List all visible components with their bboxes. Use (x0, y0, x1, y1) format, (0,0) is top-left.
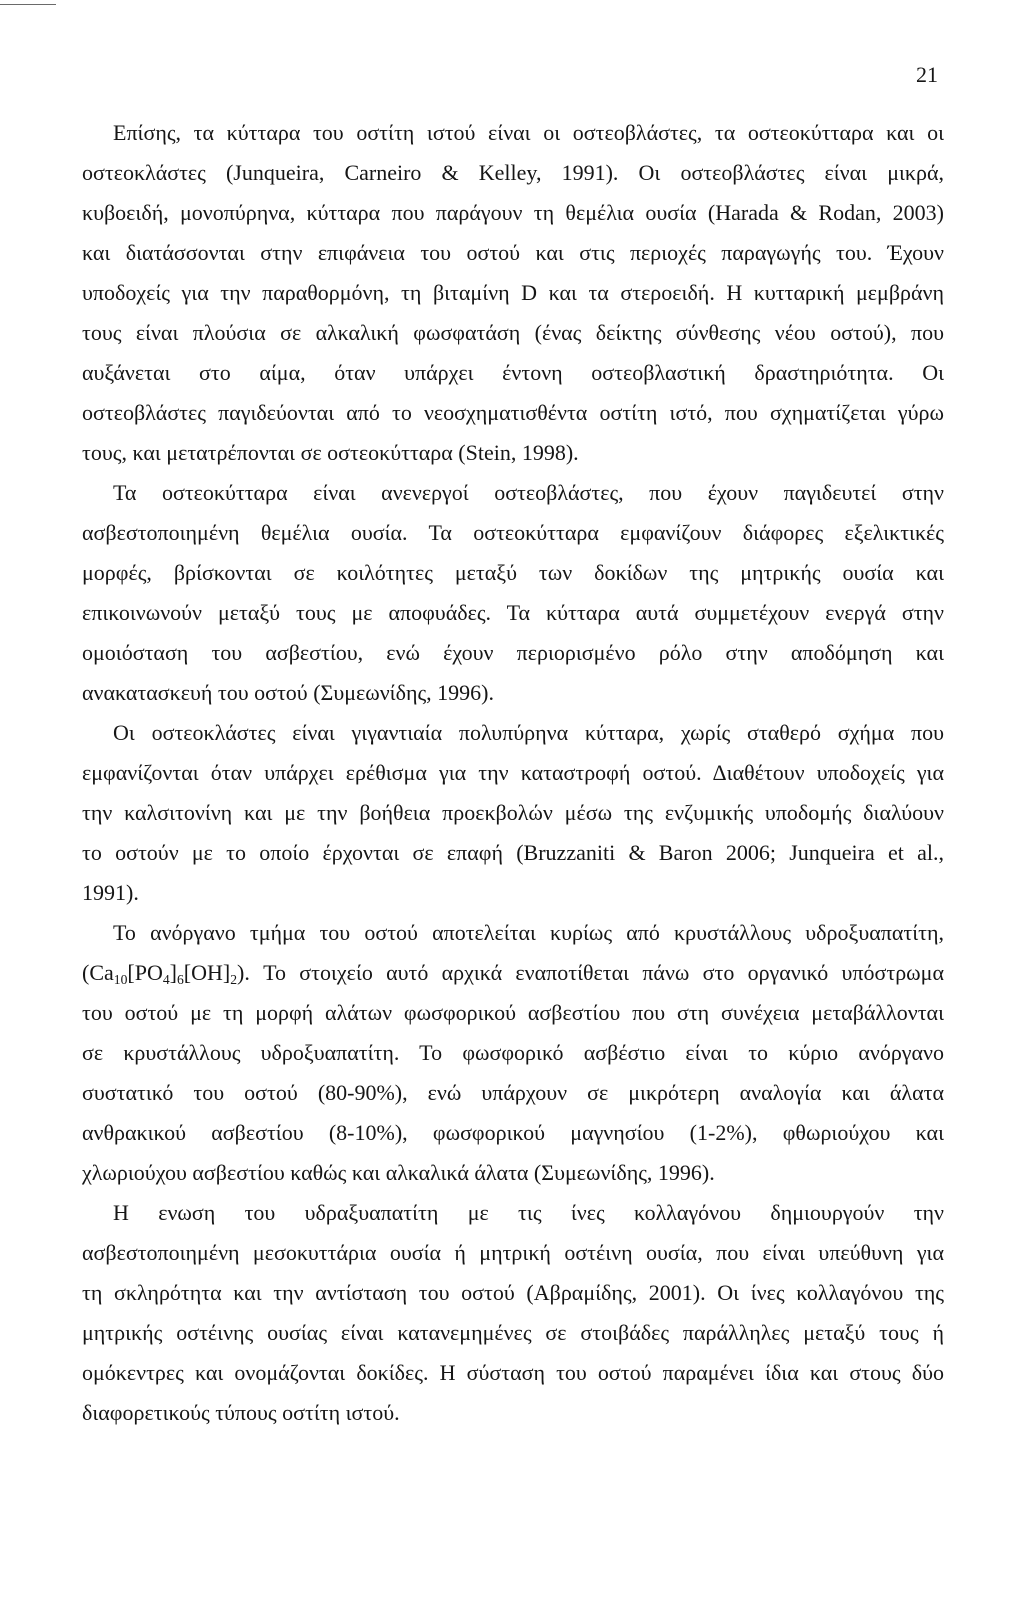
scan-edge-mark (0, 4, 56, 5)
text-line: τους είναι πλούσια σε αλκαλική φωσφατάση (ένας δείκτης σύνθεσης νέου οστού), που (82, 320, 944, 345)
text-line: ασβεστοποιημένη μεσοκυττάρια ουσία ή μητρική οστέινη ουσία, που είναι υπεύθυνη για (82, 1240, 944, 1265)
text-line: διαφορετικούς τύπους οστίτη ιστού. (82, 1400, 400, 1425)
paragraph-4 (82, 913, 944, 1193)
text-line: οστεοβλάστες παγιδεύονται από το νεοσχηματισθέντα οστίτη ιστό, που σχηματίζεται γύρω (82, 400, 944, 425)
formula-subscript: 6 (176, 971, 184, 987)
paragraph-1 (82, 113, 944, 473)
text-line: Τα οστεοκύτταρα είναι ανενεργοί οστεοβλάστες, που έχουν παγιδευτεί στην (113, 480, 944, 505)
text-line: Η ενωση του υδραξυαπατίτη με τις ίνες κολλαγόνου δημιουργούν την (113, 1200, 944, 1225)
text-line: ομόκεντρες και ονομάζονται δοκίδες. Η σύσταση του οστού παραμένει ίδια και στους δύο (82, 1360, 944, 1385)
text-line: χλωριούχου ασβεστίου καθώς και αλκαλικά άλατα (Συμεωνίδης, 1996). (82, 1160, 715, 1185)
text-line: 1991). (82, 880, 139, 905)
formula-subscript: 4 (162, 971, 170, 987)
formula-text: ] (169, 960, 177, 985)
formula-subscript: 2 (230, 971, 238, 987)
text-line: ομοιόσταση του ασβεστίου, ενώ έχουν περιορισμένο ρόλο στην αποδόμηση και (82, 640, 944, 665)
text-line: ασβεστοποιημένη θεμέλια ουσία. Τα οστεοκύτταρα εμφανίζουν διάφορες εξελικτικές (82, 520, 944, 545)
text-line: εμφανίζονται όταν υπάρχει ερέθισμα για την καταστροφή οστού. Διαθέτουν υποδοχείς για (82, 760, 944, 785)
text-line: Το ανόργανο τμήμα του οστού αποτελείται κυρίως από κρυστάλλους υδροξυαπατίτη, (113, 920, 944, 945)
text-line: αυξάνεται στο αίμα, όταν υπάρχει έντονη οστεοβλαστική δραστηριότητα. Οι (82, 360, 944, 385)
formula-text: (Ca (82, 960, 114, 985)
text-line: Οι οστεοκλάστες είναι γιγαντιαία πολυπύρηνα κύτταρα, χωρίς σταθερό σχήμα που (113, 720, 944, 745)
formula-subscript: 10 (113, 971, 128, 987)
text-line: την καλσιτονίνη και με την βοήθεια προεκβολών μέσω της ενζυμικής υποδομής διαλύουν (82, 800, 944, 825)
formula-text: [OH] (183, 960, 231, 985)
text-line: τη σκληρότητα και την αντίσταση του οστού (Αβραμίδης, 2001). Οι ίνες κολλαγόνου της (82, 1280, 944, 1305)
text-line: και διατάσσονται στην επιφάνεια του οστού και στις περιοχές παραγωγής του. Έχουν (82, 240, 944, 265)
page-number: 21 (916, 62, 938, 87)
line-text: ). Το στοιχείο αυτό αρχικά εναποτίθεται πάνω στο οργανικό υπόστρωμα (237, 960, 944, 985)
text-line: επικοινωνούν μεταξύ τους με αποφυάδες. Τα κύτταρα αυτά συμμετέχουν ενεργά στην (82, 600, 944, 625)
text-line: Επίσης, τα κύτταρα του οστίτη ιστού είναι οι οστεοβλάστες, τα οστεοκύτταρα και οι (113, 120, 944, 145)
text-line: ανακατασκευή του οστού (Συμεωνίδης, 1996). (82, 680, 495, 705)
paragraph-5 (82, 1193, 944, 1433)
formula-line (82, 953, 944, 993)
text-line: του οστού με τη μορφή αλάτων φωσφορικού ασβεστίου που στη συνέχεια μεταβάλλονται (82, 1000, 944, 1025)
paragraph-2 (82, 473, 944, 713)
text-line: μητρικής οστέινης ουσίας είναι κατανεμημένες σε στοιβάδες παράλληλες μεταξύ τους ή (82, 1320, 944, 1345)
text-line: τους, και μετατρέπονται σε οστεοκύτταρα (Stein, 1998). (82, 440, 579, 465)
text-line: υποδοχείς για την παραθορμόνη, τη βιταμίνη D και τα στεροειδή. Η κυτταρική μεμβράνη (82, 280, 944, 305)
text-line: το οστούν με το οποίο έρχονται σε επαφή (Bruzzaniti & Baron 2006; Junqueira et al., (82, 840, 944, 865)
paragraph-3 (82, 713, 944, 913)
text-line: σε κρυστάλλους υδροξυαπατίτη. Το φωσφορικό ασβέστιο είναι το κύριο ανόργανο (82, 1040, 944, 1065)
body-text (82, 113, 944, 1433)
text-line: συστατικό του οστού (80-90%), ενώ υπάρχουν σε μικρότερη αναλογία και άλατα (82, 1080, 944, 1105)
text-line: ανθρακικού ασβεστίου (8-10%), φωσφορικού μαγνησίου (1-2%), φθωριούχου και (82, 1120, 944, 1145)
text-line: μορφές, βρίσκονται σε κοιλότητες μεταξύ των δοκίδων της μητρικής ουσία και (82, 560, 944, 585)
formula-text: [PO (127, 960, 163, 985)
text-line: οστεοκλάστες (Junqueira, Carneiro & Kelley, 1991). Οι οστεοβλάστες είναι μικρά, (82, 160, 944, 185)
text-line: κυβοειδή, μονοπύρηνα, κύτταρα που παράγουν τη θεμέλια ουσία (Harada & Rodan, 2003) (82, 200, 944, 225)
